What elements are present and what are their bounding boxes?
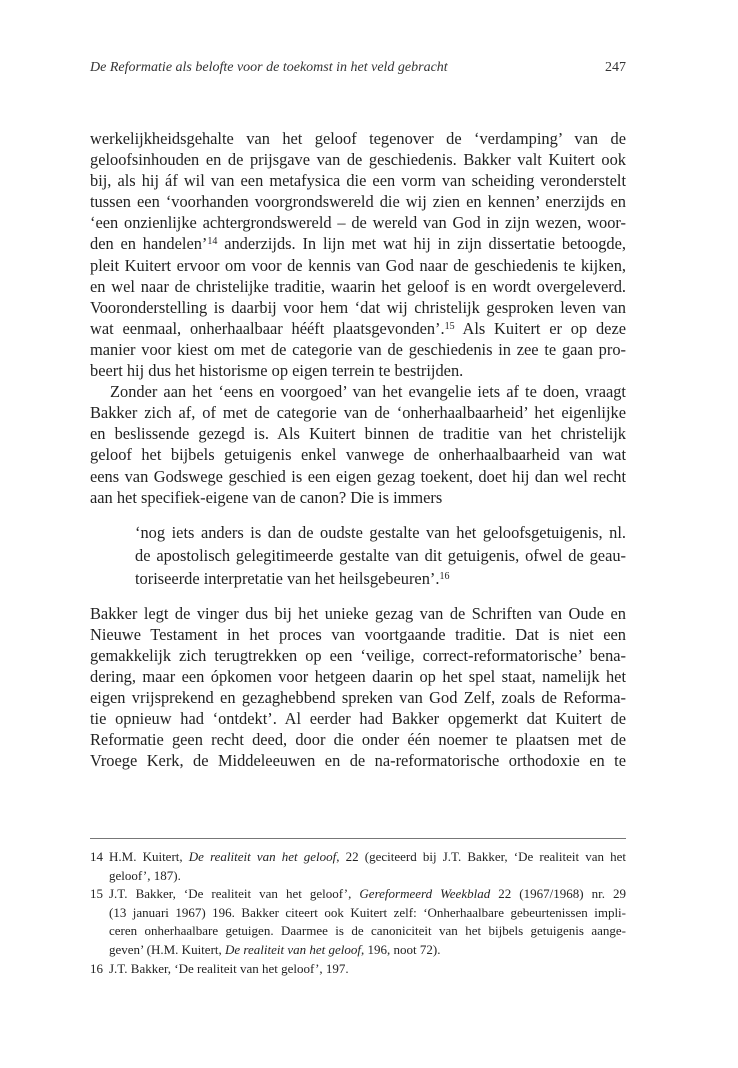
text-line bbox=[90, 255, 626, 276]
text-line bbox=[90, 297, 626, 318]
main-text bbox=[90, 128, 626, 771]
text-line bbox=[90, 666, 626, 687]
text-run: de apostolisch gelegitimeerde gestalte van dit getuigenis, ofwel de geau- bbox=[135, 545, 626, 565]
text-run: geloofsinhouden en de prijsgave van de geschiedenis. Bakker valt Kuitert ook bbox=[90, 150, 626, 170]
text-run: Zonder aan het ‘eens en voorgoed’ van het evangelie iets af te doen, vraagt bbox=[110, 382, 626, 402]
text-run: den en handelen’ bbox=[90, 234, 208, 254]
footnote-reference: 16 bbox=[439, 570, 450, 582]
italic-title: De realiteit van het geloof bbox=[225, 941, 361, 957]
text-run: en wel naar de christelijke traditie, waarin het geloof is en wordt overgeleverd. bbox=[90, 276, 626, 296]
text-run: Bakker legt de vinger dus bij het unieke gezag van de Schriften van Oude en bbox=[90, 603, 626, 623]
page-number: 247 bbox=[605, 60, 626, 75]
text-run: Als Kuitert er op deze bbox=[454, 318, 626, 338]
text-line bbox=[90, 624, 626, 645]
text-line bbox=[90, 603, 626, 624]
footnote bbox=[90, 960, 626, 979]
text-line bbox=[90, 191, 626, 212]
running-header bbox=[90, 60, 626, 76]
text-line bbox=[90, 339, 626, 360]
text-run: J.T. Bakker, ‘De realiteit van het geloof’, 197. bbox=[109, 960, 349, 976]
text-run: manier voor kiest om met de categorie van de geschiedenis in zee te gaan pro- bbox=[90, 339, 626, 359]
text-run: eigen vrijsprekend en gezaghebbend spreken van God Zelf, zoals de Reforma- bbox=[90, 688, 626, 708]
text-line bbox=[109, 904, 626, 923]
text-line bbox=[109, 885, 626, 904]
text-run: (13 januari 1967) 196. Bakker citeert ook Kuitert zelf: ‘Onherhaalbare gebeurtenissen impli- bbox=[109, 904, 626, 920]
footnote-reference: 14 bbox=[207, 236, 218, 248]
text-run: tie opnieuw had ‘ontdekt’. Al eerder had Bakker opgemerkt dat Kuitert de bbox=[90, 709, 626, 729]
footnote bbox=[90, 848, 626, 885]
text-run: werkelijkheidsgehalte van het geloof tegenover de ‘verdamping’ van de bbox=[90, 129, 626, 148]
footnote-number: 15 bbox=[90, 886, 103, 902]
footnote-reference: 15 bbox=[444, 320, 455, 332]
text-line bbox=[90, 170, 626, 191]
text-run: , 22 (geciteerd bij J.T. Bakker, ‘De realiteit van het bbox=[336, 849, 627, 864]
text-line bbox=[90, 212, 626, 233]
text-line bbox=[109, 867, 626, 886]
text-line bbox=[90, 233, 626, 254]
text-line bbox=[90, 729, 626, 750]
footnote-divider bbox=[90, 838, 626, 839]
running-title: De Reformatie als belofte voor de toekomst in het veld gebracht bbox=[90, 60, 448, 75]
text-line bbox=[90, 402, 626, 423]
text-run: Vroege Kerk, de Middeleeuwen en de na-reformatorische orthodoxie en te bbox=[90, 751, 626, 771]
text-line bbox=[135, 567, 626, 590]
text-line bbox=[90, 276, 626, 297]
text-run: Reformatie geen recht deed, door die onder één noemer te plaatsen met de bbox=[90, 730, 626, 750]
text-run: ‘nog iets anders is dan de oudste gestalte van het geloofsgetuigenis, nl. bbox=[135, 522, 626, 542]
paragraph bbox=[90, 603, 626, 772]
text-line bbox=[109, 848, 626, 867]
text-run: Bakker zich af, of met de categorie van de ‘onherhaalbaarheid’ het eigenlijke bbox=[90, 403, 626, 423]
text-run: geloof’, 187). bbox=[109, 867, 181, 883]
block-quote bbox=[135, 521, 626, 590]
footnote bbox=[90, 885, 626, 959]
text-run: dering, maar een ópkomen voor hetgeen daarin op het spel staat, namelijk het bbox=[90, 666, 626, 686]
text-line bbox=[109, 941, 626, 960]
footnotes bbox=[90, 848, 626, 978]
text-run: J.T. Bakker, ‘De realiteit van het geloof’, bbox=[109, 886, 360, 902]
text-run: aan het specifiek-eigene van de canon? Die is immers bbox=[90, 487, 443, 507]
text-run: eens van Godswege geschied is een eigen gezag toekent, doet hij dan wel recht bbox=[90, 466, 626, 486]
text-run: tussen een ‘voorhanden voorgrondswereld die wij zien en kennen’ enerzijds en bbox=[90, 192, 626, 212]
text-line bbox=[90, 645, 626, 666]
text-run: ceren onherhaalbare getuigen. Daarmee is de canoniciteit van het bijbels getuigenis aange- bbox=[109, 923, 626, 939]
text-line bbox=[90, 444, 626, 465]
footnote-number: 14 bbox=[90, 849, 103, 864]
text-line bbox=[90, 381, 626, 402]
italic-title: Gereformeerd Weekblad bbox=[359, 886, 491, 902]
text-line bbox=[90, 149, 626, 170]
text-run: , 196, noot 72). bbox=[361, 941, 441, 957]
text-run: anderzijds. In lijn met wat hij in zijn dissertatie betoogde, bbox=[217, 234, 626, 254]
paragraph bbox=[90, 381, 626, 508]
text-run: 22 (1967/1968) nr. 29 bbox=[490, 886, 626, 902]
text-run: beert hij dus het historisme op eigen terrein te bestrijden. bbox=[90, 361, 464, 381]
italic-title: De realiteit van het geloof bbox=[188, 849, 337, 864]
text-run: Nieuwe Testament in het proces van voortgaande traditie. Dat is niet een bbox=[90, 624, 626, 644]
text-line bbox=[109, 960, 626, 979]
text-run: Vooronderstelling is daarbij voor hem ‘dat wij christelijk gesproken leven van bbox=[90, 297, 626, 317]
text-run: pleit Kuitert ervoor om voor de kennis van God naar de geschiedenis te kijken, bbox=[90, 255, 626, 275]
text-line bbox=[90, 750, 626, 771]
text-run: toriseerde interpretatie van het heilsgebeuren’. bbox=[135, 568, 440, 588]
text-run: ‘een onzienlijke achtergrondswereld – de wereld van God in zijn wezen, woor- bbox=[90, 213, 626, 233]
text-run: geloof het bijbels getuigenis enkel vanwege de onherhaalbaarheid van wat bbox=[90, 445, 626, 465]
text-run: wat eenmaal, onherhaalbaar hééft plaatsgevonden’. bbox=[90, 318, 445, 338]
text-line bbox=[90, 466, 626, 487]
text-line bbox=[90, 708, 626, 729]
text-line bbox=[90, 318, 626, 339]
text-line bbox=[90, 423, 626, 444]
paragraph bbox=[90, 128, 626, 381]
text-line bbox=[90, 360, 626, 381]
text-line bbox=[135, 544, 626, 567]
text-run: en beslissende gezegd is. Als Kuitert binnen de traditie van het christelijk bbox=[90, 424, 626, 444]
text-line bbox=[135, 521, 626, 544]
text-run: geven’ (H.M. Kuitert, bbox=[109, 941, 226, 957]
text-run: bij, als hij áf wil van een metafysica die een vorm van scheiding veronderstelt bbox=[90, 171, 626, 191]
text-run: H.M. Kuitert, bbox=[109, 849, 189, 864]
text-line bbox=[90, 487, 626, 508]
text-line bbox=[109, 922, 626, 941]
text-line bbox=[90, 687, 626, 708]
footnote-number: 16 bbox=[90, 960, 103, 976]
text-run: gemakkelijk zich terugtrekken op een ‘veilige, correct-reformatorische’ bena- bbox=[90, 645, 626, 665]
text-line bbox=[90, 128, 626, 149]
